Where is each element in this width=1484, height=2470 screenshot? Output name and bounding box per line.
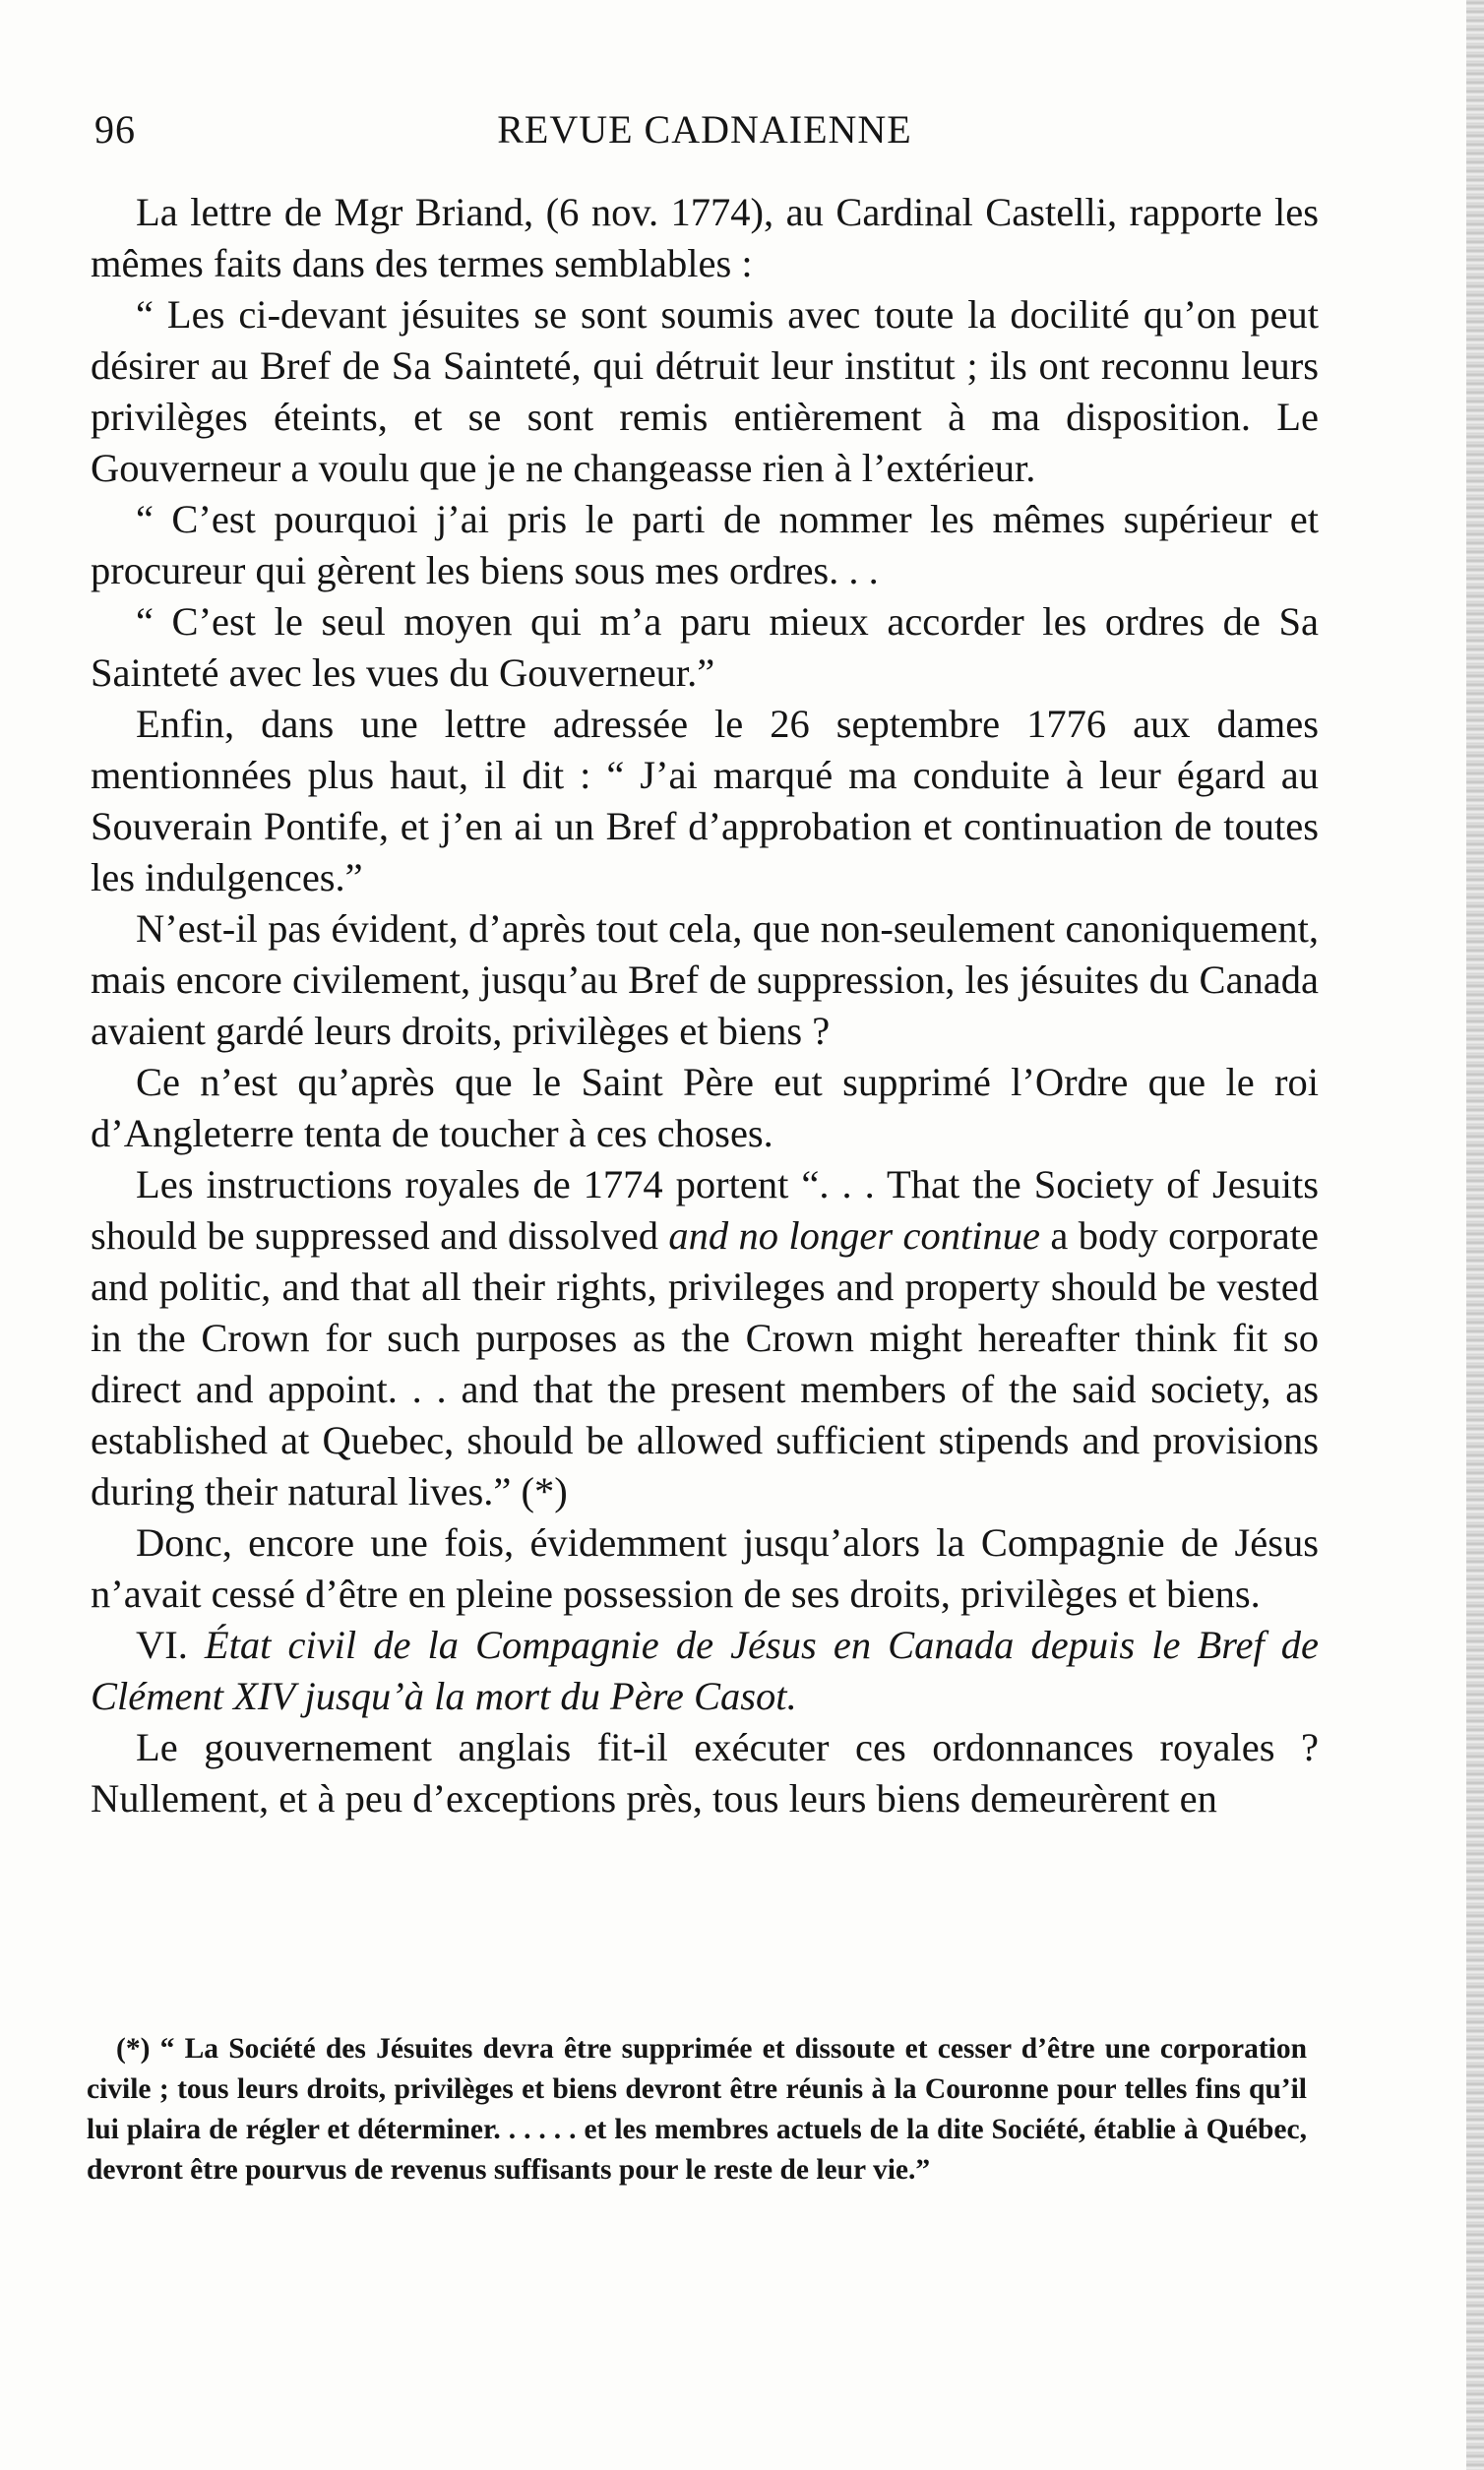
paragraph-letter-1776: Enfin, dans une lettre adressée le 26 septembre 1776 aux dames mentionnées plus haut, il dit : “ J’ai marqué ma conduite à leur égard au Souverain Pontife, et j’en ai un Bref d’approbation et continuation de toutes les indulgences.” [91, 702, 1319, 899]
quote-jesuits-submitted: “ Les ci-devant jésuites se sont soumis avec toute la docilité qu’on peut désirer au Bref de Sa Sainteté, qui détruit leur institut ; ils ont reconnu leurs privilèges éteints, et se sont remis entièrement à ma disposition. Le Gouverneur a voulu que je ne changeasse rien à l’extérieur. [91, 292, 1319, 490]
paragraph-royal-instructions [91, 1159, 1319, 1517]
royal-instructions-end: a body corporate and politic, and that all their rights, privileges and property should be vested in the Crown for such purposes as the Crown might hereafter think fit so direct and appoint. . . and that the present members of the said society, as established at Quebec, should be allowed sufficient stipends and provisions during their natural lives.” (*) [91, 1213, 1319, 1513]
royal-instructions-start: Les instructions royales de 1774 portent “. . . That the Society of Jesuits should be suppressed and dissolved [91, 1162, 1319, 1258]
paragraph-evident-rights: N’est-il pas évident, d’après tout cela, que non-seulement canoniquement, mais encore civilement, jusqu’au Bref de suppression, les jésuites du Canada avaient gardé leurs droits, privilèges et biens ? [91, 906, 1319, 1053]
footnote-text: (*) “ La Société des Jésuites devra être supprimée et dissoute et cesser d’être une corporation civile ; tous leurs droits, privilèges et biens devront être réunis à la Couronne pour telles fins qu’il lui plaira de régler et déterminer. . . . . . et les membres actuels de la dite Société, établie à Québec, devront être pourvus de revenus suffisants pour le reste de leur vie.” [87, 2033, 1307, 2186]
page-number: 96 [94, 107, 136, 152]
running-title: REVUE CADNAIENNE [497, 107, 912, 152]
section-numeral: VI. [136, 1623, 188, 1667]
paragraph-king-england: Ce n’est qu’après que le Saint Père eut supprimé l’Ordre que le roi d’Angleterre tenta de toucher à ces choses. [91, 1060, 1319, 1155]
paragraph-still-possession: Donc, encore une fois, évidemment jusqu’alors la Compagnie de Jésus n’avait cessé d’être en pleine possession de ses droits, privilèges et biens. [91, 1520, 1319, 1616]
paragraph-briand-letter: La lettre de Mgr Briand, (6 nov. 1774), au Cardinal Castelli, rapporte les mêmes faits dans des termes semblables : [91, 190, 1319, 285]
section-heading-vi [91, 1620, 1319, 1722]
running-header [94, 106, 1315, 165]
paragraph-english-government: Le gouvernement anglais fit-il exécuter ces ordonnances royales ? Nullement, et à peu d’exceptions près, tous leurs biens demeurèrent en [91, 1725, 1319, 1821]
footnote [87, 2029, 1307, 2191]
quote-only-means: “ C’est le seul moyen qui m’a paru mieux accorder les ordres de Sa Sainteté avec les vues du Gouverneur.” [91, 599, 1319, 695]
royal-instructions-italic: and no longer continue [668, 1213, 1040, 1258]
page-edge-shadow [1466, 0, 1484, 2470]
section-title: État civil de la Compagnie de Jésus en Canada depuis le Bref de Clément XIV jusqu’à la mort du Père Casot. [91, 1623, 1319, 1718]
body-text [91, 187, 1319, 1824]
quote-superior-procurator: “ C’est pourquoi j’ai pris le parti de nommer les mêmes supérieur et procureur qui gèrent les biens sous mes ordres. . . [91, 497, 1319, 592]
